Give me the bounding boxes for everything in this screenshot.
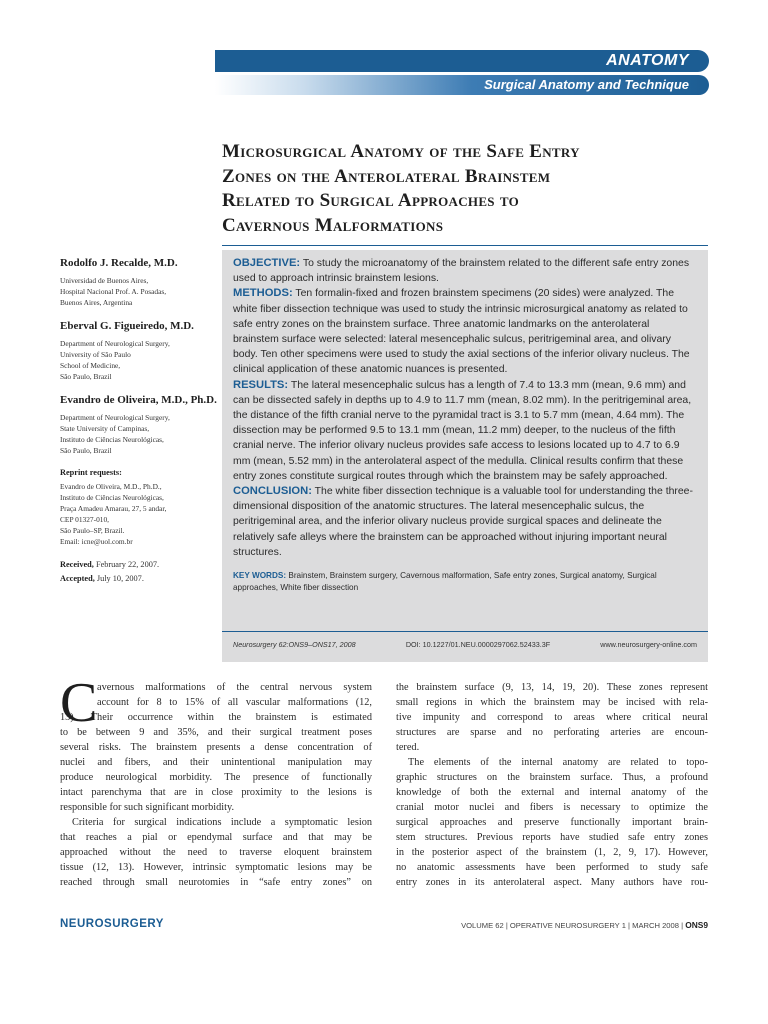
abstract-conclusion (233, 484, 697, 560)
author-name: Evandro de Oliveira, M.D., Ph.D. (60, 394, 217, 406)
body-line: structures are sparse and no perforating arteries are encoun- (396, 727, 708, 738)
body-line: tered. (396, 742, 420, 753)
accepted-label: Accepted, (60, 573, 95, 583)
author-block (60, 319, 220, 382)
keywords-heading: KEY WORDS: (233, 571, 287, 581)
author-name: Eberval G. Figueiredo, M.D. (60, 320, 194, 332)
body-line: approached without the need to traverse eloquent brainstem (60, 847, 372, 858)
conclusion-text: The white fiber dissection technique is a valuable tool for understanding the three-dimensional disposition of the anatomic structures. The lateral mesencephalic sulcus, the peritrigeminal area, and the inferior olivary nucleus provide surgical spaces and delineate the relatively safe alleys where the brainstem can be approached without injuring important neural structures. (233, 486, 693, 558)
journal-citation: Neurosurgery 62:ONS9–ONS17, 2008 (233, 640, 356, 649)
abstract-objective (233, 256, 697, 286)
journal-logo: NEUROSURGERY (60, 918, 164, 930)
body-line: Criteria for surgical indications include a symptomatic lesion (72, 817, 372, 828)
body-line: several risks. The brainstem presents a dense concentration of (60, 742, 372, 753)
body-column-left (60, 672, 372, 890)
affiliation-line: Instituto de Ciências Neurológicas, (60, 435, 164, 444)
body-line: no anatomic assessments have been performed to study safe (396, 862, 708, 873)
body-line: the brainstem surface (9, 13, 14, 19, 20). These zones represent (396, 682, 708, 693)
section-banner: ANATOMY (215, 50, 709, 72)
reprint-line: Praça Amadeu Amarau, 27, 5 andar, (60, 504, 167, 513)
body-line: knowledge of both the external and internal anatomy of the (396, 787, 708, 798)
reprint-line: Instituto de Ciências Neurológicas, (60, 493, 164, 502)
reprint-block (60, 467, 220, 547)
objective-heading: OBJECTIVE: (233, 257, 301, 269)
title-divider (222, 245, 708, 246)
body-line: intact parenchyma that are in close proximity to the lesions is (60, 787, 372, 798)
body-line: in the posterior aspect of the brainstem (1, 2, 9, 17). However, (396, 847, 708, 858)
intro-paragraph (60, 672, 372, 890)
affiliation-line: University of São Paulo (60, 350, 131, 359)
abstract-divider (222, 631, 708, 632)
keywords (233, 570, 697, 594)
page-footer (461, 920, 708, 930)
author-name: Rodolfo J. Recalde, M.D. (60, 257, 178, 269)
affiliation-line: Buenos Aires, Argentina (60, 298, 133, 307)
objective-text: To study the microanatomy of the brainstem related to the different safe entry zones used to approach intrinsic brainstem lesions. (233, 258, 690, 285)
title-line: Cavernous Malformations (222, 214, 444, 236)
body-line: produce neurological morbidity. The presence of functionally (60, 772, 372, 783)
accepted-value: July 10, 2007. (96, 573, 144, 583)
author-block (60, 256, 220, 308)
body-line: reached through small neurotomies in “safe entry zones” on (60, 877, 372, 888)
journal-url[interactable]: www.neurosurgery-online.com (600, 640, 697, 649)
affiliation-line: State University of Campinas, (60, 424, 150, 433)
received-date (60, 558, 220, 572)
body-line: tissue (12, 13). However, intrinsic symptomatic lesions may be (60, 862, 372, 873)
affiliation-line: São Paulo, Brazil (60, 372, 112, 381)
body-line: The elements of the internal anatomy are related to topo- (408, 757, 708, 768)
affiliation-line: Department of Neurological Surgery, (60, 413, 170, 422)
reprint-line: Evandro de Oliveira, M.D., Ph.D., (60, 482, 162, 491)
body-line: account for 8 to 15% of all vascular malformations (12, (97, 697, 372, 708)
title-line: Microsurgical Anatomy of the Safe Entry (222, 141, 580, 162)
body-line: 13). Their occurrence within the brainstem is estimated (60, 712, 372, 723)
title-line: Related to Surgical Approaches to (222, 190, 520, 211)
body-line: small regions in which the brainstem may be incised with rela- (396, 697, 708, 708)
abstract-results (233, 378, 697, 484)
body-line: surgical approaches and preserve functionally important brain- (396, 817, 708, 828)
author-column (60, 256, 220, 585)
body-line: that reaches a pial or ependymal surface and that may be (60, 832, 372, 843)
body-line: cranial motor nuclei and fibers is necessary to optimize the (396, 802, 708, 813)
page-number: ONS9 (685, 920, 708, 930)
reprint-email[interactable]: Email: icne@uol.com.br (60, 537, 133, 546)
accepted-date (60, 572, 220, 586)
abstract-box (222, 250, 708, 662)
keywords-text: Brainstem, Brainstem surgery, Cavernous malformation, Safe entry zones, Surgical anatomy, Surgical approaches, White fiber dissection (233, 571, 657, 593)
affiliation-line: Universidad de Buenos Aires, (60, 276, 149, 285)
received-value: February 22, 2007. (95, 560, 160, 569)
affiliation-line: São Paulo, Brazil (60, 446, 112, 455)
reprint-heading: Reprint requests: (60, 468, 122, 477)
results-heading: RESULTS: (233, 378, 289, 391)
affiliation-line: School of Medicine, (60, 361, 121, 370)
title-line: Zones on the Anterolateral Brainstem (222, 165, 551, 187)
subsection-banner: Surgical Anatomy and Technique (215, 75, 709, 95)
body-line: nuclei and fibers, and their unintentional manipulation may (60, 757, 372, 768)
body-line: entry zones in its anterolateral aspect. Many authors have rou- (396, 877, 708, 888)
body-line: responsible for such significant morbidity. (60, 802, 235, 813)
body-line: stem structures. Previous reports have studied safe entry zones (396, 832, 708, 843)
methods-heading: METHODS: (233, 287, 293, 300)
methods-text: Ten formalin-fixed and frozen brainstem specimens (20 sides) were analyzed. The white fiber dissection technique was used to study the intrinsic microsurgical anatomy as related to safe entry zones on the brainstem surface. Three anatomic landmarks on the anterolateral brainstem surface were selected: lateral mesencephalic sulcus, peritrigeminal area, and olivary body. Ten other specimens were used to study the axial sections of the inferior olivary nucleus. The clinical application of these anatomic nuances is presented. (233, 288, 690, 376)
body-line: graphic structures on the brainstem surface. Thus, a profound (396, 772, 708, 783)
reprint-line: São Paulo–SP, Brazil. (60, 526, 125, 535)
dates-block (60, 558, 220, 585)
received-label: Received, (60, 560, 94, 569)
doi-text[interactable]: DOI: 10.1227/01.NEU.0000297062.52433.3F (405, 640, 551, 649)
issue-info: VOLUME 62 | OPERATIVE NEUROSURGERY 1 | MARCH 2008 | (461, 921, 684, 930)
abstract-methods (233, 286, 697, 377)
body-line: to be between 9 and 35%, and their surgical treatment poses (60, 727, 372, 738)
affiliation-line: Department of Neurological Surgery, (60, 339, 170, 348)
body-line: avernous malformations of the central nervous system (97, 682, 372, 693)
results-text: The lateral mesencephalic sulcus has a length of 7.4 to 13.3 mm (mean, 9.6 mm) and can be dissected safely in depths up to 4.9 to 11.7 mm (mean, 8.02 mm). In the peritrigeminal area, the distance of the fifth cranial nerve to the pyramidal tract is 3.1 to 5.7 mm (mean, 4.64 mm). The dissection may be performed 9.5 to 13.1 mm (mean, 11.2 mm) deeper, to the nucleus of the fifth cranial nerve. The inferior olivary nucleus provides safe access to lesions located up to 4.7 to 6.9 mm (mean, 5.52 mm) in the anterolateral aspect of the medulla. Clinical results confirm that these entry zones constitute surgical routes through which the brainstem may be safely approached. (233, 379, 692, 482)
body-column-right (396, 680, 708, 890)
citation-bar (233, 640, 697, 649)
reprint-line: CEP 01327-010, (60, 515, 109, 524)
author-block (60, 393, 220, 456)
drop-cap: C (60, 672, 98, 734)
body-line: tive impunity and correspond to areas where critical neural (396, 712, 708, 723)
affiliation-line: Hospital Nacional Prof. A. Posadas, (60, 287, 167, 296)
article-title (222, 140, 702, 238)
conclusion-heading: CONCLUSION: (233, 485, 312, 498)
